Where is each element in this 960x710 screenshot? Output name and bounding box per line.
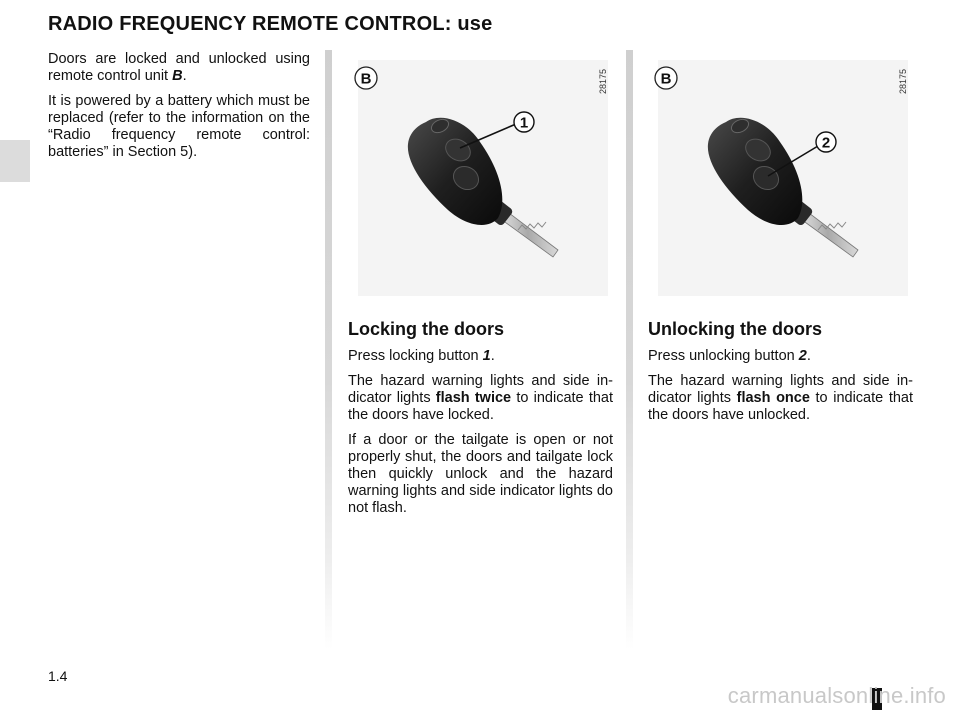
section-tab-marker xyxy=(0,140,30,182)
column-divider xyxy=(626,50,633,650)
remote-unit-ref: B xyxy=(172,68,183,84)
figure-code: 28175 xyxy=(898,68,908,94)
unlocking-section xyxy=(648,321,913,432)
lock-button-ref: 1 xyxy=(482,348,491,364)
unlock-button-ref: 2 xyxy=(798,348,807,364)
locking-section xyxy=(348,321,613,525)
locking-instruction: Press locking button 1. xyxy=(348,348,495,364)
unlocking-instruction: Press unlocking button 2. xyxy=(648,348,811,364)
page-title: RADIO FREQUENCY REMOTE CONTROL: use xyxy=(48,13,493,35)
figure-label: B xyxy=(660,70,672,88)
watermark: carmanualsonline.info xyxy=(727,683,946,708)
page-number: 1.4 xyxy=(48,668,68,684)
locking-indicator-text: The hazard warning lights and side in-dicator lights flash twice to indicate that the doors have locked. xyxy=(348,373,614,423)
callout-number: 1 xyxy=(519,114,529,132)
callout-number: 2 xyxy=(821,134,831,152)
unlocking-heading: Unlocking the doors xyxy=(648,319,823,339)
locking-warning-text: If a door or the tailgate is open or not properly shut, the doors and tailgate lock then quickly unlock and the hazard warning lights and side indicator lights do not flash. xyxy=(348,432,613,516)
unlocking-indicator-text: The hazard warning lights and side in-dicator lights flash once to indicate that the doors have unlocked. xyxy=(648,373,914,423)
column-divider xyxy=(325,50,332,650)
remote-key-illustration-lock xyxy=(348,52,616,302)
flash-twice-emphasis: flash twice xyxy=(435,390,512,406)
intro-paragraph-1: Doors are locked and unlocked using remote control unit B. xyxy=(48,51,310,84)
remote-key-illustration-unlock xyxy=(648,52,916,302)
intro-text xyxy=(48,51,310,169)
figure-code: 28175 xyxy=(598,68,608,94)
flash-once-emphasis: flash once xyxy=(736,390,810,406)
locking-heading: Locking the doors xyxy=(348,319,505,339)
figure-label: B xyxy=(360,70,372,88)
intro-paragraph-2: It is powered by a battery which must be replaced (refer to the information on the “Radio frequency remote control: batteries” in Section 5). xyxy=(48,93,310,160)
